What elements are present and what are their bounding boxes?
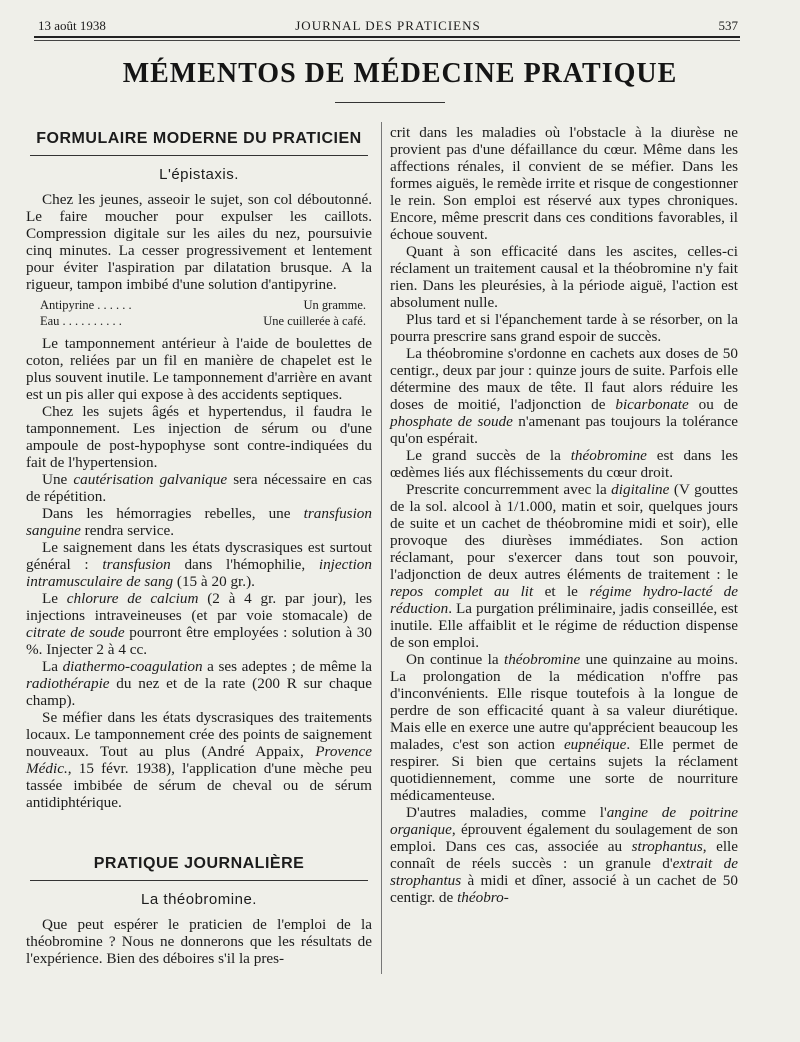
paragraph: On continue la théobromine une quinzaine au moins. La prolongation de la médication n'offre pas d'inconvénients. Elle risque toutefois à la longue de perdre de son efficacité quant à sa valeur diurétique. Mais elle en exerce une autre qu'apprécient beaucoup les malades, c'est son action eupnéique. Elle permet de respirer. Si bien que certains sujets la réclament quotidiennement, comme une sorte de nourriture médicamenteuse. <box>390 651 738 804</box>
header-page-number: 537 <box>718 18 738 33</box>
formula-dose: Une cuillerée à café. <box>263 314 366 328</box>
paragraph: D'autres maladies, comme l'angine de poitrine organique, éprouvent également du soulagement de son emploi. Dans ces cas, associée au strophantus, elle connaît de réels succès : un granule d'extrait de strophantus à midi et dîner, associé à un cachet de 50 centigr. de théobro- <box>390 804 738 906</box>
header-journal-title: JOURNAL DES PRATICIENS <box>295 18 481 33</box>
title-rule <box>335 102 445 103</box>
subheading-theobromine: La théobromine. <box>141 891 257 908</box>
formula-block <box>40 297 372 329</box>
column-divider <box>381 122 382 974</box>
header-rule <box>34 36 740 38</box>
paragraph: Une cautérisation galvanique sera nécessaire en cas de répétition. <box>26 471 372 505</box>
header-rule-thin <box>34 40 740 41</box>
section-heading-formulaire: FORMULAIRE MODERNE DU PRATICIEN <box>36 130 362 147</box>
formula-ingredient: Antipyrine . . . . . . <box>40 298 132 312</box>
section-rule <box>30 880 368 881</box>
formula-dose: Un gramme. <box>303 298 366 312</box>
left-column <box>26 120 372 967</box>
formula-row <box>40 313 372 329</box>
section-rule <box>30 155 368 156</box>
section-gap <box>26 811 372 845</box>
right-column <box>390 124 738 906</box>
formula-row <box>40 297 372 313</box>
paragraph: crit dans les maladies où l'obstacle à la diurèse ne provient pas d'une défaillance du cœur. Même dans les affections rénales, il convient de se méfier. Dans les formes aiguës, le remède irrite et risque de congestionner le rein. Son emploi est réservé aux types chroniques. Encore, même prescrit dans ces conditions favorables, il échoue souvent. <box>390 124 738 243</box>
paragraph: Le grand succès de la théobromine est dans les œdèmes liés aux fléchissements du cœur droit. <box>390 447 738 481</box>
paragraph: Le chlorure de calcium (2 à 4 gr. par jour), les injections intraveineuses (et par voie stomacale) de citrate de soude pourront être employées : solution à 30 %. Injecter 2 à 4 cc. <box>26 590 372 658</box>
paragraph: La diathermo-coagulation a ses adeptes ; de même la radiothérapie du nez et de la rate (200 R sur chaque champ). <box>26 658 372 709</box>
formula-ingredient: Eau . . . . . . . . . . <box>40 314 122 328</box>
subheading-epistaxis: L'épistaxis. <box>159 166 239 183</box>
page-title: MÉMENTOS DE MÉDECINE PRATIQUE <box>122 58 678 89</box>
paragraph: Le saignement dans les états dyscrasiques est surtout général : transfusion dans l'hémophilie, injection intramusculaire de sang (15 à 20 gr.). <box>26 539 372 590</box>
paragraph: Se méfier dans les états dyscrasiques des traitements locaux. Le tamponnement crée des points de saignement nouveaux. Tout au plus (André Appaix, Provence Médic., 15 févr. 1938), l'application d'une mèche peu tassée imbibée de sérum de cheval ou de sérum antidiphtérique. <box>26 709 372 811</box>
paragraph: Que peut espérer le praticien de l'emploi de la théobromine ? Nous ne donnerons que les résultats de l'expérience. Bien des déboires s'il la pres- <box>26 916 372 967</box>
paragraph: Le tamponnement antérieur à l'aide de boulettes de coton, reliées par un fil en manière de chapelet est le plus souvent inutile. Le tamponnement d'arrière en avant est un pis aller qui expose à des accidents septiques. <box>26 335 372 403</box>
header-date: 13 août 1938 <box>38 18 106 33</box>
paragraph: Chez les jeunes, asseoir le sujet, son col déboutonné. Le faire moucher pour expulser les caillots. Compression digitale sur les ailes du nez, poursuivie cinq minutes. La cesser progressivement et lentement pour éviter l'aspiration par dilatation brusque. A la rigueur, tampon imbibé d'une solution d'antipyrine. <box>26 191 372 293</box>
paragraph: Chez les sujets âgés et hypertendus, il faudra le tamponnement. Les injection de sérum ou d'une ampoule de post-hypophyse sont contre-indiquées du fait de l'hypertension. <box>26 403 372 471</box>
running-header <box>38 18 738 38</box>
paragraph: Prescrite concurremment avec la digitaline (V gouttes de la sol. alcool à 1/1.000, matin et soir, quelques jours de suite et un cachet de théobromine midi et soir), elle provoque des diurèses immédiates. Son action réclamant, pour s'exercer dans tout son pouvoir, l'adjonction de deux autres éléments de traitement : le repos complet au lit et le régime hydro-lacté de réduction. La purgation préliminaire, jadis conseillée, est inutile. Elle affaiblit et le régime de réduction dispense de son emploi. <box>390 481 739 651</box>
section-heading-pratique: PRATIQUE JOURNALIÈRE <box>93 855 305 872</box>
paragraph: Quant à son efficacité dans les ascites, celles-ci réclament un traitement causal et la théobromine n'y fait rien. Dans les pleurésies, à la période aiguë, l'action est absolument nulle. <box>390 243 738 311</box>
paragraph: La théobromine s'ordonne en cachets aux doses de 50 centigr., deux par jour : quinze jours de suite. Parfois elle détermine des maux de tête. Il faut alors réduire les doses de moitié, l'adjonction de bicarbonate ou de phosphate de soude n'amenant pas toujours la tolérance qu'on espérait. <box>390 345 738 447</box>
paragraph: Plus tard et si l'épanchement tarde à se résorber, on la pourra prescrire sans grand espoir de succès. <box>390 311 738 345</box>
paragraph: Dans les hémorragies rebelles, une transfusion sanguine rendra service. <box>26 505 372 539</box>
